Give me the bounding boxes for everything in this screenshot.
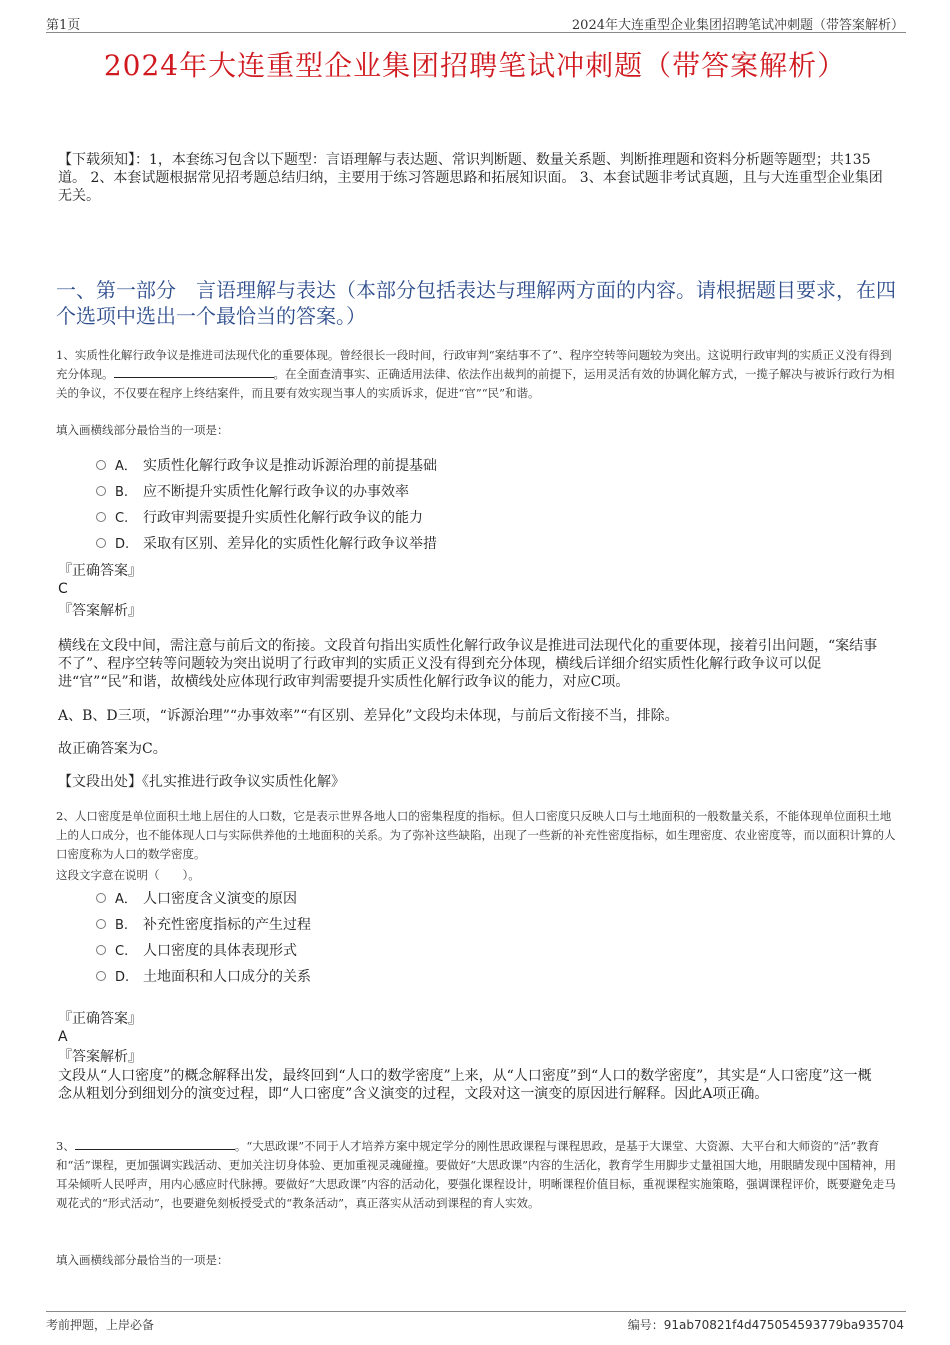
q1-analysis-label: 『答案解析』 bbox=[58, 603, 142, 619]
q1-analysis-2: A、B、D三项，“诉源治理”“办事效率”“有区别、差异化”文段均未体现，与前后文衔接不当，排除。 bbox=[58, 708, 679, 724]
radio-icon[interactable] bbox=[96, 893, 106, 903]
radio-icon[interactable] bbox=[96, 538, 106, 548]
footer-divider bbox=[46, 1311, 906, 1312]
radio-icon[interactable] bbox=[96, 512, 106, 522]
q2-option-d[interactable]: D. 土地面积和人口成分的关系 bbox=[96, 964, 311, 990]
q3-stem-text: 。“大思政课”不同于人才培养方案中规定学分的刚性思政课程与课程思政，是基于大课堂、大资源、大平台和大师资的“活”教育和“活”课程，更加强调实践活动、更加关注切身体验、更加重视灵魂碰撞。要做好“大思政课”内容的生活化，教育学生用脚步丈量祖国大地，用眼睛发现中国精神，用耳朵倾听人民呼声，用内心感应时代脉搏。要做好“大思政课”内容的活动化，要强化课程设计，明晰课程价值目标，重视课程实施策略，强调课程评价，既要避免走马观花式的“形式活动”，也要避免刻板授受式的“教条活动”，真正落实从活动到课程的育人实效。 bbox=[56, 1139, 897, 1210]
footer-code: 编号：91ab70821f4d475054593779ba935704 bbox=[627, 1318, 904, 1332]
q1-analysis-1: 横线在文段中间，需注意与前后文的衔接。文段首句指出实质性化解行政争议是推进司法现代化的重要体现，接着引出问题，“案结事不了”、程序空转等问题较为突出说明了行政审判的实质正义没有得到充分体现，横线后详细介绍实质性化解行政争议可以促进“官”“民”和谐，故横线处应体现行政审判需要提升实质性化解行政争议的能力，对应C项。 bbox=[58, 638, 878, 690]
radio-icon[interactable] bbox=[96, 486, 106, 496]
q1-source: 【文段出处】《扎实推进行政争议实质性化解》 bbox=[58, 774, 345, 790]
radio-icon[interactable] bbox=[96, 919, 106, 929]
q2-option-c[interactable]: C. 人口密度的具体表现形式 bbox=[96, 938, 311, 964]
section-heading: 一、第一部分 言语理解与表达（本部分包括表达与理解两方面的内容。请根据题目要求，在四个选项中选出一个最恰当的答案。） bbox=[56, 278, 896, 328]
download-notice: 【下载须知】：1，本套练习包含以下题型：言语理解与表达题、常识判断题、数量关系题、判断推理题和资料分析题等题型；共135道。 2、本套试题根据常见招考题总结归纳，主要用于练习答题思路和拓展知识面。 3、本套试题非考试真题，且与大连重型企业集团无关。 bbox=[58, 152, 883, 204]
footer-slogan: 考前押题，上岸必备 bbox=[46, 1318, 155, 1332]
q3-stem bbox=[56, 1137, 901, 1213]
header-doc-title: 2024年大连重型企业集团招聘笔试冲刺题（带答案解析） bbox=[571, 18, 904, 33]
q2-prompt: 这段文字意在说明（ ）。 bbox=[56, 868, 200, 882]
q2-analysis: 文段从“人口密度”的概念解释出发，最终回到“人口的数学密度”上来，从“人口密度”到“人口的数学密度”，其实是“人口密度”这一概念从粗划分到细划分的演变过程，即“人口密度”含义演变的过程，文段对这一演变的原因进行解释。因此A项正确。 bbox=[58, 1068, 872, 1102]
q2-answer: A bbox=[58, 1029, 68, 1045]
q2-analysis-label: 『答案解析』 bbox=[58, 1049, 142, 1065]
q1-option-b[interactable]: B. 应不断提升实质性化解行政争议的办事效率 bbox=[96, 479, 437, 505]
q1-analysis-3: 故正确答案为C。 bbox=[58, 741, 167, 757]
q3-number: 3、 bbox=[56, 1139, 75, 1153]
q1-option-c[interactable]: C. 行政审判需要提升实质性化解行政争议的能力 bbox=[96, 505, 437, 531]
q1-stem-part-a: 1、实质性化解行政争议是推进司法现代化的重要体现。曾经很长一段时间，行政审判“案结事不了”、程序空转等问题较为突出。这说明行政审判的实质正义没有得到充分体现。 bbox=[56, 348, 892, 381]
q1-option-d[interactable]: D. 采取有区别、差异化的实质性化解行政争议举措 bbox=[96, 531, 437, 557]
radio-icon[interactable] bbox=[96, 945, 106, 955]
radio-icon[interactable] bbox=[96, 971, 106, 981]
header-divider bbox=[46, 32, 906, 33]
q3-prompt: 填入画横线部分最恰当的一项是： bbox=[56, 1253, 229, 1267]
q1-correct-label: 『正确答案』 bbox=[58, 563, 142, 579]
q2-option-b[interactable]: B. 补充性密度指标的产生过程 bbox=[96, 912, 311, 938]
q1-options bbox=[96, 453, 437, 557]
q1-stem-part-b: 。在全面查清事实、正确适用法律、依法作出裁判的前提下，运用灵活有效的协调化解方式，一揽子解决与被诉行政行为相关的争议，不仅要在程序上终结案件，而且要有效实现当事人的实质诉求，促进“官”“民”和谐。 bbox=[56, 367, 895, 400]
q2-option-a[interactable]: A． 人口密度含义演变的原因 bbox=[96, 886, 311, 912]
page-number: 第1页 bbox=[46, 18, 81, 33]
q2-stem: 2、人口密度是单位面积土地上居住的人口数，它是表示世界各地人口的密集程度的指标。但人口密度只反映人口与土地面积的一般数量关系，不能体现单位面积土地上的人口成分，也不能体现人口与实际供养他的土地面积的关系。为了弥补这些缺陷，出现了一些新的补充性密度指标，如生理密度、农业密度等，而以面积计算的人口密度称为人口的数学密度。 bbox=[56, 809, 896, 861]
q1-blank bbox=[114, 365, 274, 378]
radio-icon[interactable] bbox=[96, 460, 106, 470]
q1-stem bbox=[56, 346, 901, 403]
q1-answer: C bbox=[58, 581, 68, 597]
q2-correct-label: 『正确答案』 bbox=[58, 1011, 142, 1027]
q1-prompt: 填入画横线部分最恰当的一项是： bbox=[56, 423, 229, 437]
q2-options bbox=[96, 886, 311, 990]
q3-blank bbox=[75, 1137, 235, 1150]
q1-option-a[interactable]: A． 实质性化解行政争议是推动诉源治理的前提基础 bbox=[96, 453, 437, 479]
page-title: 2024年大连重型企业集团招聘笔试冲刺题（带答案解析） bbox=[103, 49, 847, 82]
